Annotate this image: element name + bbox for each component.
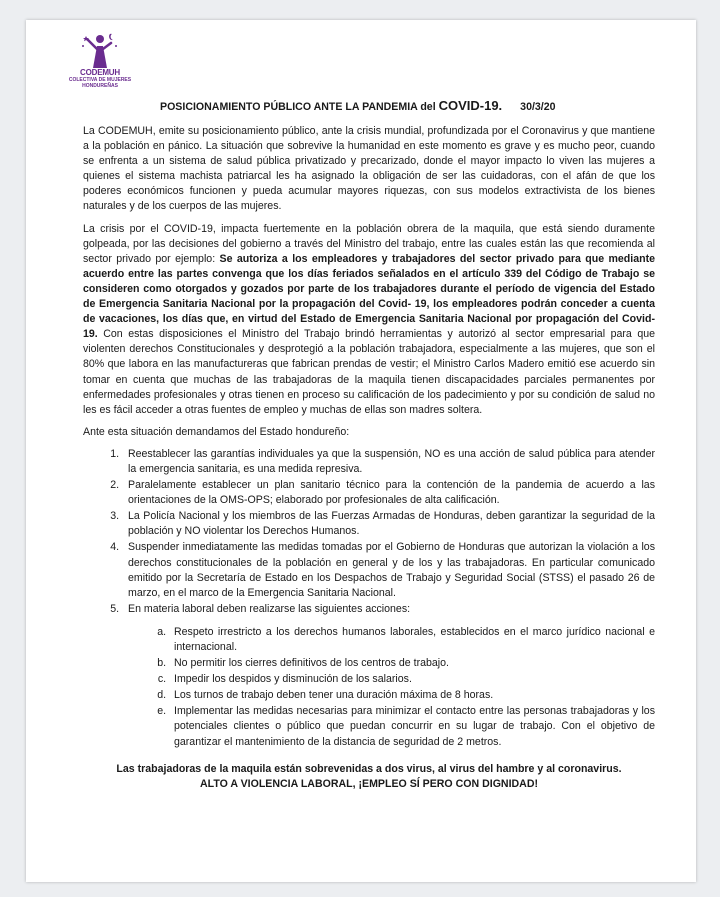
paragraph-2 <box>83 222 655 418</box>
demands-list <box>83 447 655 750</box>
demand-item: 3. La Policía Nacional y los miembros de las Fuerzas Armadas de Honduras, deben garantizar la seguridad de la población y NO violentar los Derechos Humanos. <box>122 509 655 539</box>
title-covid: COVID-19. <box>438 98 503 113</box>
labor-action-item: c. Impedir los despidos y disminución de los salarios. <box>169 672 655 687</box>
labor-actions-list <box>128 625 655 750</box>
logo-subtitle: COLECTIVA DE MUJERES HONDUREÑAS <box>68 77 132 89</box>
document-page <box>26 20 696 882</box>
closing-line-1: Las trabajadoras de la maquila están sobrevenidas a dos virus, al virus del hambre y al coronavirus. <box>116 762 622 775</box>
title-date: 30/3/20 <box>520 101 556 113</box>
closing-line-2: ALTO A VIOLENCIA LABORAL, ¡EMPLEO SÍ PERO CON DIGNIDAD! <box>199 777 539 790</box>
paragraph-2-intro: La crisis por el COVID-19, impacta fuertemente en la población obrera de la maquila, que está siendo duramente golpeada, por las decisiones del gobierno a través del Ministro del trabajo, entre las cuales están las que recomienda al sector privado por ejemplo: <box>83 222 655 265</box>
demand-item-text: En materia laboral deben realizarse las siguientes acciones: <box>128 602 411 615</box>
demands-intro: Ante esta situación demandamos del Estado hondureño: <box>83 425 350 438</box>
labor-action-item: d. Los turnos de trabajo deben tener una duración máxima de 8 horas. <box>169 688 655 703</box>
demand-item: 1. Reestablecer las garantías individuales ya que la suspensión, NO es una acción de salud pública para atender la emergencia sanitaria, es una medida represiva. <box>122 447 655 477</box>
title-prefix: POSICIONAMIENTO PÚBLICO ANTE LA PANDEMIA del <box>160 101 439 113</box>
document-title <box>160 98 640 113</box>
demand-item: 4. Suspender inmediatamente las medidas tomadas por el Gobierno de Honduras que autorizan la violación a los derechos constitucionales de la población en general y de los y las trabajadoras. En particular comunicado emitido por la Secretaría de Estado en los Despachos de Trabajo y Seguridad Social (STSS) el pasado 26 de marzo, en el marco de la Emergencia Sanitaria Nacional. <box>122 540 655 600</box>
logo-name: CODEMUH <box>80 68 120 77</box>
paragraph-2-rest: Con estas disposiciones el Ministro del Trabajo brindó herramientas y autorizó al sector empresarial para que violenten derechos Constitucionales y desprotegió a la población trabajadora, especialmente a las mujeres, que son el 80% que labora en las manufactureras que fabrican prendas de vestir; el Ministro Carlos Madero emitió ese acuerdo sin tomar en cuenta que muchas de las trabajadoras de la maquila tienen discapacidades parciales permanentes por enfermedades profesionales y otras tienen en proceso su calificación de los padecimiento y por su condición de salud no les es fácil acceder a otras fuentes de empleo y muchas de ellas son madres soltera. <box>83 328 655 416</box>
codemuh-logo-icon <box>78 30 122 70</box>
demand-item <box>122 602 655 750</box>
demand-item: 2. Paralelamente establecer un plan sanitario técnico para la contención de la pandemia de acuerdo a las orientaciones de la OMS-OPS; elaborado por profesionales de alta calificación. <box>122 478 655 508</box>
labor-action-item: b. No permitir los cierres definitivos de los centros de trabajo. <box>169 656 655 671</box>
paragraph-2-decree: Se autoriza a los empleadores y trabajadores del sector privado para que mediante acuerdo entre las partes convenga que los días feriados señalados en el artículo 339 del Código de Trabajo se consideren como otorgados y gozados por parte de los trabajadores durante el período de vigencia del Estado de Emergencia Sanitaria Nacional por la propagación del Covid- 19, los empleadores podrán conceder a cuenta de vacaciones, los días que, en virtud del Estado de Emergencia Sanitaria Nacional por propagación del Covid-19. <box>83 252 655 341</box>
labor-action-item: a. Respeto irrestricto a los derechos humanos laborales, establecidos en el marco jurídico nacional e internacional. <box>169 625 655 655</box>
document-body <box>83 124 655 792</box>
codemuh-logo <box>60 30 140 96</box>
labor-action-item: e. Implementar las medidas necesarias para minimizar el contacto entre las personas trabajadoras y los potenciales clientes o público que puedan concurrir en su lugar de trabajo. Con el objetivo de garantizar el mantenimiento de la distancia de seguridad de 2 metros. <box>169 704 655 749</box>
paragraph-1: La CODEMUH, emite su posicionamiento público, ante la crisis mundial, profundizada por el Coronavirus y que mantiene a la población en pánico. La situación que sobrevive la humanidad en este momento es grave y es mucho peor, cuando se enfrenta a un sistema de salud pública privatizado y precarizado, donde el mayor impacto lo viven las mujeres a quienes el sistema machista patriarcal les ha asignado la obligación de ser las cuidadoras, con el afán de que los poderes económicos funcionen y pueda acumular mayores riquezas, con sus modelos extractivista de los bienes naturales y de los cuerpos de las mujeres. <box>83 125 655 213</box>
closing-statement <box>83 762 655 792</box>
